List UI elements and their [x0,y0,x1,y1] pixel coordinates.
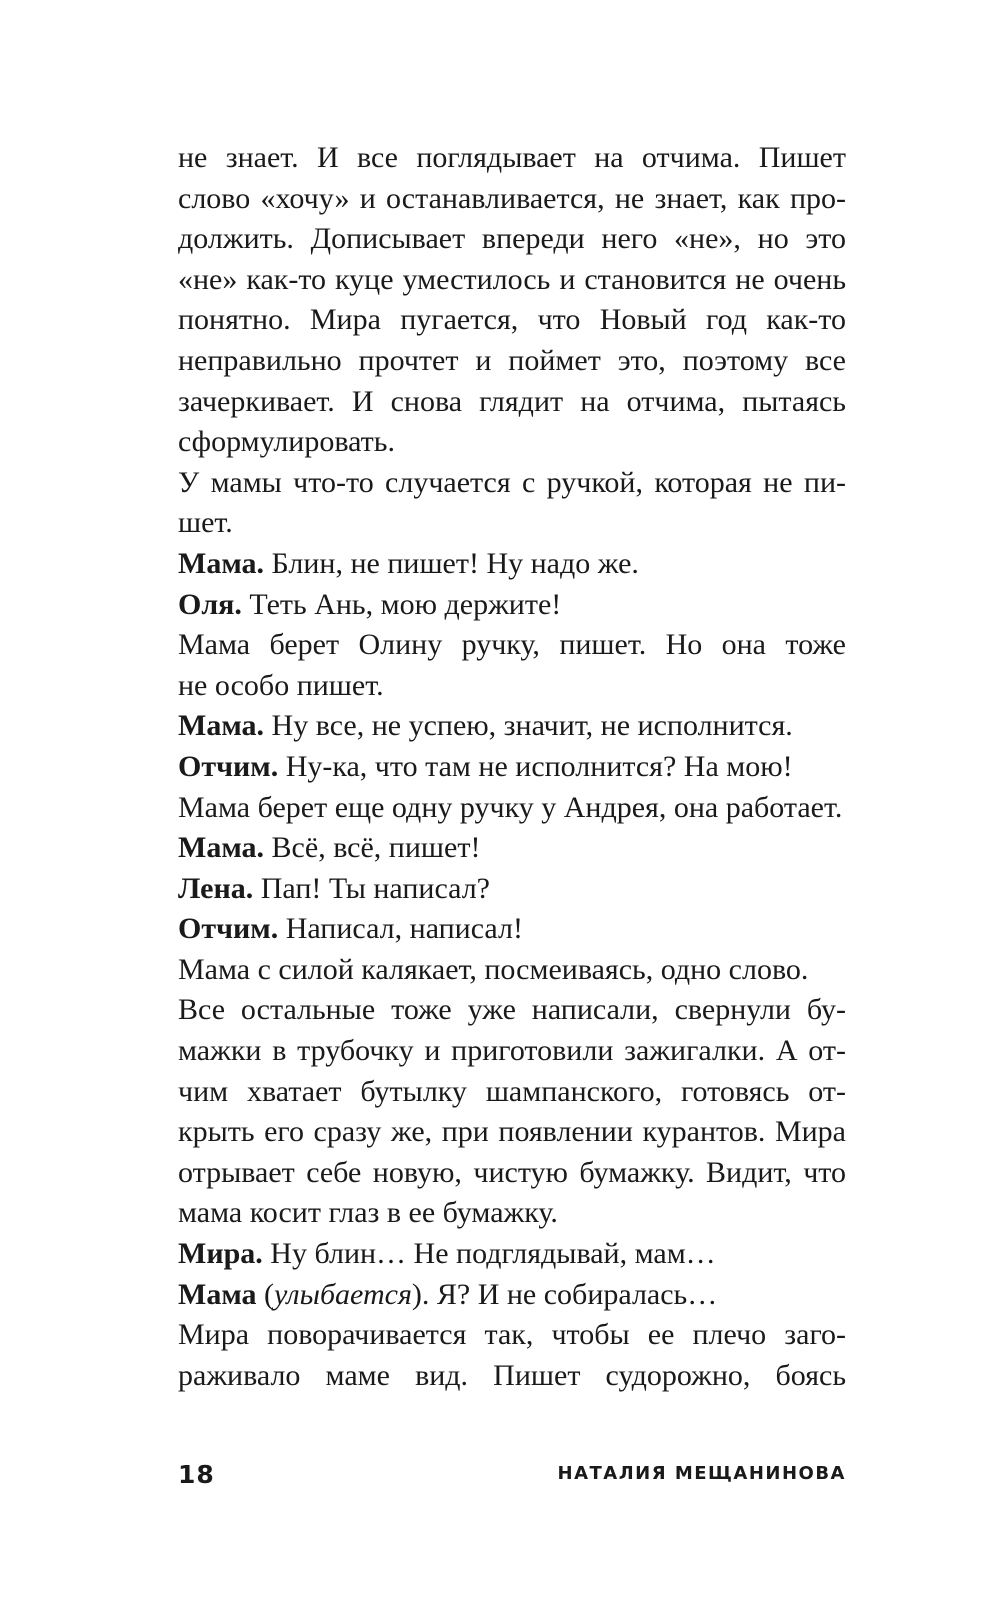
dialogue-text: Написал, написал! [278,912,523,946]
text-line: понятно. Мира пугается, что Новый год как-то [178,303,846,337]
text-line: шет. [178,506,233,540]
dialogue-line [178,828,846,869]
text-line: не знает. И все поглядывает на отчима. Пишет [178,141,846,174]
dialogue-text: Ну-ка, что там не исполнится? На мою! [278,749,793,783]
dialogue-text: Пап! Ты написал? [253,871,490,905]
text-line: «не» как-то куце уместилось и становится не очень [178,262,846,296]
text-line: слово «хочу» и останавливается, не знает, как про- [178,181,846,215]
author-name: НАТАЛИЯ МЕЩАНИНОВА [557,1463,846,1484]
dialogue-line [178,706,846,747]
text-line: не особо пишет. [178,668,384,702]
dialogue-text: Всё, всё, пишет! [264,831,481,865]
dialogue-line [178,1275,846,1316]
dialogue-line [178,909,846,950]
speaker-name: Мама. [178,831,265,865]
text-line: крыть его сразу же, при появлении курантов. Мира [178,1115,846,1149]
text-line: мажки в трубочку и приготовили зажигалки. А от- [178,1034,846,1068]
dialogue-text: Ну все, не успею, значит, не исполнится. [264,709,793,743]
dialogue-line [178,1234,846,1275]
text-line: раживало маме вид. Пишет судорожно, боясь [178,1358,846,1392]
text-line: сформулировать. [178,425,395,459]
text-line: должить. Дописывает впереди него «не», но это [178,222,846,256]
text-line: зачеркивает. И снова глядит на отчима, пытаясь [178,384,846,418]
text-line: отрывает себе новую, чистую бумажку. Видит, что [178,1155,846,1189]
dialogue-line [178,869,846,910]
text-line: Мама берет Олину ручку, пишет. Но она тоже [178,628,846,662]
dialogue-text: Ну блин… Не подглядывай, мам… [262,1237,716,1271]
speaker-name: Мира. [178,1237,263,1271]
speaker-name: Мама [178,1277,257,1311]
dialogue-line [178,544,846,585]
text-line: Все остальные тоже уже написали, свернули бу- [178,993,846,1027]
dialogue-paren-open: ( [256,1277,275,1311]
speaker-name: Мама. [178,709,265,743]
speaker-name: Оля. [178,587,242,621]
speaker-name: Отчим. [178,912,279,946]
text-line: неправильно прочтет и поймет это, поэтому все [178,343,846,377]
speaker-name: Мама. [178,546,265,580]
text-line: Мама с силой калякает, посмеиваясь, одно слово. [178,952,809,986]
text-line: У мамы что-то случается с ручкой, которая не пи- [178,465,846,499]
speaker-name: Лена. [178,871,254,905]
dialogue-text: Блин, не пишет! Ну надо же. [264,546,639,580]
text-line: чим хватает бутылку шампанского, готовясь от- [178,1074,846,1108]
text-line: Мама берет еще одну ручку у Андрея, она работает. [178,790,843,824]
dialogue-line [178,747,846,788]
dialogue-text: ). Я? И не собиралась… [411,1277,718,1311]
text-line: Мира поворачивается так, чтобы ее плечо заго- [178,1318,846,1352]
page-footer [178,1460,846,1500]
speaker-name: Отчим. [178,749,279,783]
text-line: мама косит глаз в ее бумажку. [178,1196,558,1230]
dialogue-text: Теть Ань, мою держите! [241,587,562,621]
dialogue-line [178,585,846,626]
page-number: 18 [178,1460,215,1489]
page-body [178,138,846,1396]
stage-remark: улыбается [274,1277,412,1311]
